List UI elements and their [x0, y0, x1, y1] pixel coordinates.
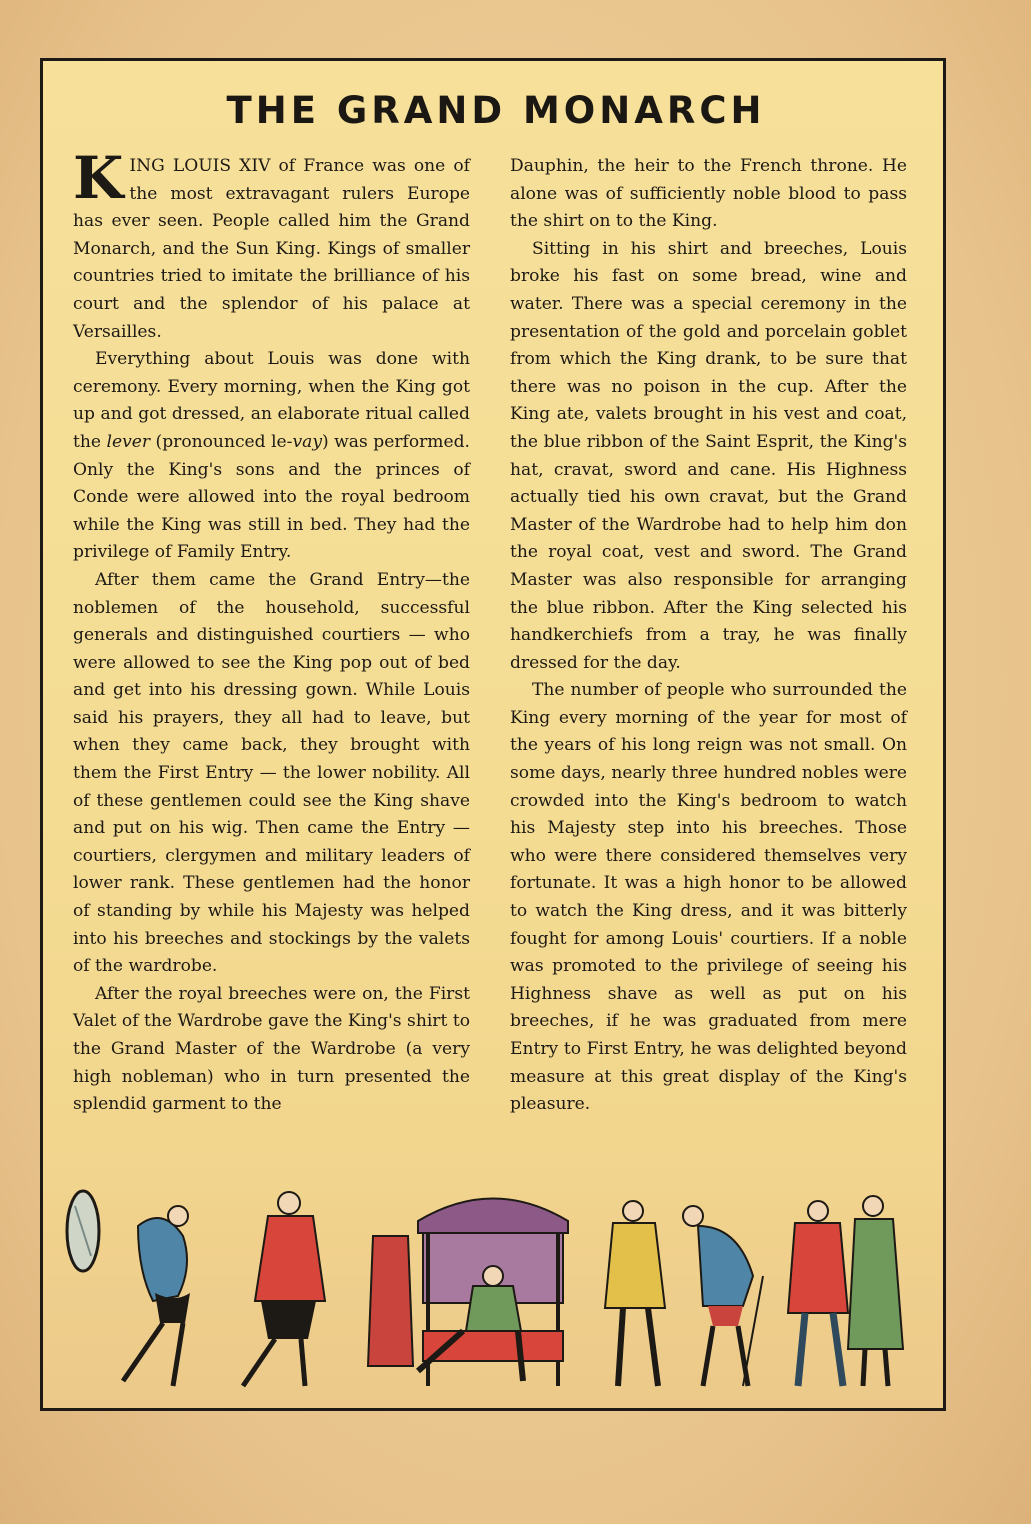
article-frame — [40, 58, 946, 1411]
page-title: THE GRAND MONARCH — [226, 89, 766, 132]
paragraph-1-text: ING LOUIS XIV of France was one of the most extravagant rulers Europe has ever seen. People called him the Grand Monarch, and the Sun King. Kings of smaller countries tried to imitate the brilliance of his court and the splendor of his palace at Versailles. — [73, 156, 470, 342]
drop-cap: K — [73, 144, 124, 212]
vay-term: vay — [292, 431, 322, 452]
left-column — [73, 144, 470, 1119]
right-column — [510, 153, 907, 1119]
paragraph-2 — [73, 346, 470, 567]
paragraph-1 — [73, 144, 470, 346]
paragraph-4: After the royal breeches were on, the First Valet of the Wardrobe gave the King's shirt to the Grand Master of the Wardrobe (a very high nobleman) who in turn presented the splendid garment to the — [73, 983, 470, 1115]
figure-valet-blue — [123, 1206, 190, 1386]
paragraph-5: Dauphin, the heir to the French throne. He alone was of sufficiently noble blood to pass the shirt on to the King. — [510, 156, 907, 232]
figure-red-coat-2 — [788, 1201, 848, 1386]
paragraph-6: Sitting in his shirt and breeches, Louis broke his fast on some bread, wine and water. There was a special ceremony in the presentation of the gold and porcelain goblet from which the King drank, to be sure that there was no poison in the cup. After the King ate, valets brought in his vest and coat, the blue ribbon of the Saint Esprit, the King's hat, cravat, sword and cane. His Highness actually tied his own cravat, but the Grand Master of the Wardrobe had to help him don the royal coat, vest and sword. The Grand Master was also responsible for arranging the blue ribbon. After the King selected his handkerchiefs from a tray, he was finally dressed for the day. — [510, 238, 907, 673]
paragraph-2-text-c: ) was performed. Only the King's sons and the princes of Conde were allowed into the royal bedroom while the King was still in bed. They had the privilege of Family Entry. — [73, 431, 470, 563]
paragraph-3: After them came the Grand Entry—the noblemen of the household, successful generals and distinguished courtiers — who were allowed to see the King pop out of bed and get into his dressing gown. While Louis said his prayers, they all had to leave, but when they came back, they brought with them the First Entry — the lower nobility. All of these gentlemen could see the King shave and put on his wig. Then came the Entry — courtiers, clergymen and military leaders of lower rank. These gentlemen had the honor of standing by while his Majesty was helped into his breeches and stockings by the valets of the wardrobe. — [73, 569, 470, 977]
figure-yellow-coat — [605, 1201, 665, 1386]
lever-term: lever — [106, 431, 151, 452]
figure-red-coat — [243, 1192, 413, 1386]
paragraph-2-text-b: (pronounced le- — [150, 431, 293, 452]
figure-green-coat — [848, 1196, 903, 1386]
court-illustration — [43, 1181, 943, 1411]
paragraph-7: The number of people who surrounded the King every morning of the year for most of the years of his long reign was not small. On some days, nearly three hundred nobles were crowded into the King's bedroom to watch his Majesty step into his breeches. Those who were there considered themselves very fortunate. It was a high honor to be allowed to watch the King dress, and it was bitterly fought for among Louis' courtiers. If a noble was promoted to the privilege of seeing his Highness shave as well as put on his breeches, if he was graduated from mere Entry to First Entry, he was delighted beyond measure at this great display of the King's pleasure. — [510, 680, 907, 1115]
mirror-icon — [67, 1191, 99, 1271]
figure-bowing-blue — [683, 1206, 763, 1386]
paragraph-2-text-a: Everything about Louis was done with ceremony. Every morning, when the King got up and got dressed, an elaborate ritual called the — [73, 349, 470, 452]
